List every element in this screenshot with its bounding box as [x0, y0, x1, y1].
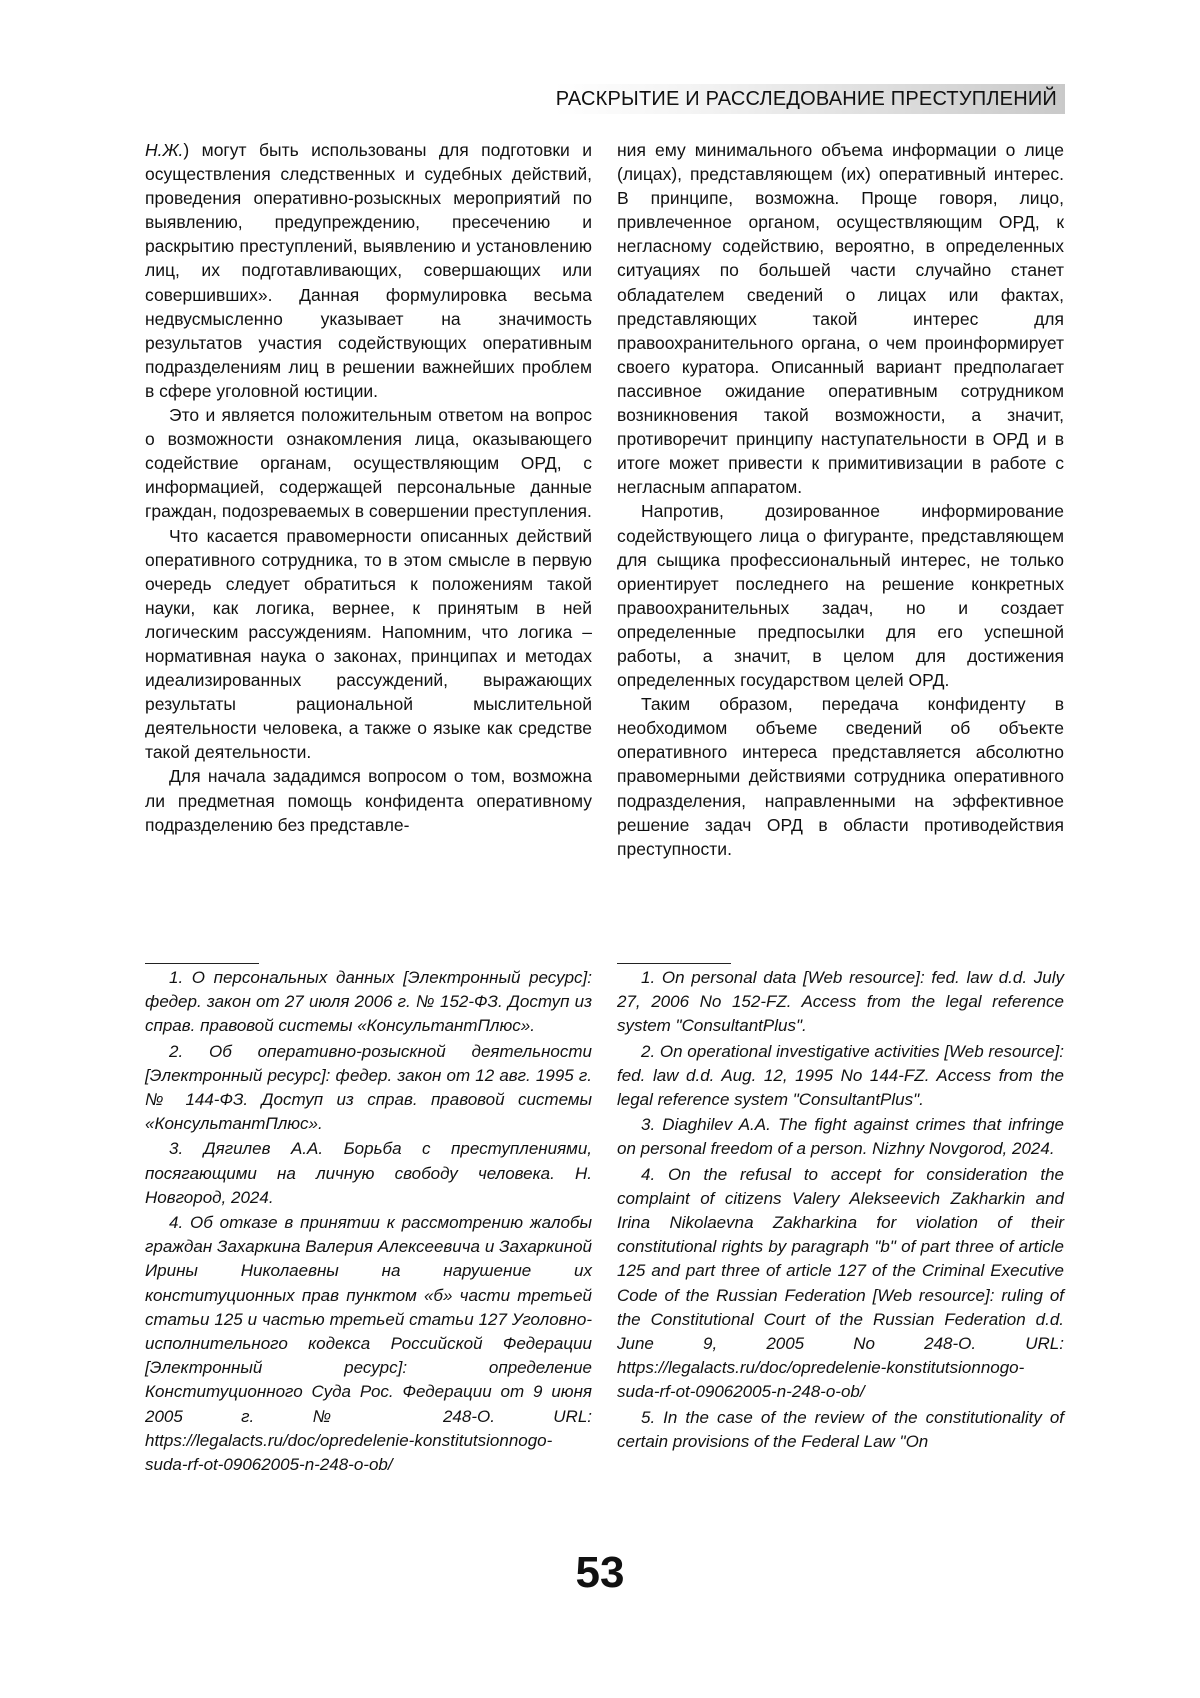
page-number: 53	[575, 1548, 625, 1597]
paragraph: Это и является положительным ответом на вопрос о возможности ознакомления лица, оказывающего содействие органам, осуществляющим ОРД, с информацией, содержащей персональные данные граждан, подозреваемых в совершении преступления.	[145, 405, 592, 522]
footnotes-english	[617, 966, 1064, 1455]
footnotes-russian	[145, 966, 592, 1478]
running-header	[555, 84, 1065, 114]
body-column-right	[617, 138, 1064, 861]
footnote-3: 3. Diaghilev A.A. The fight against crimes that infringe on personal freedom of a person. Nizhny Novgorod, 2024.	[617, 1115, 1064, 1159]
footnote-3: 3. Дягилев А.А. Борьба с преступлениями, посягающими на личную свободу человека. Н. Новгород, 2024.	[145, 1139, 592, 1207]
paragraph: Таким образом, передача конфиденту в необходимом объеме сведений об объекте оперативного интереса представляется абсолютно правомерными действиями сотрудника оперативного подразделения, направленными на эффективное решение задач ОРД в области противодействия преступности.	[617, 694, 1064, 859]
author-abbrev: Н.Ж.	[145, 140, 184, 160]
paragraph-text: ) могут быть использованы для подготовки и осуществления следственных и судебных действий, проведения оперативно-розыскных мероприятий по выявлению, предупреждению, пресечению и раскрытию преступлений, выявлению и установлению лиц, их подготавливающих, совершающих или совершивших». Данная формулировка весьма недвусмысленно указывает на значимость результатов участия содействующих оперативным подразделениям лиц в решении важнейших проблем в сфере уголовной юстиции.	[145, 140, 592, 401]
paragraph: Напротив, дозированное информирование содействующего лица о фигуранте, представляющем для сыщика профессиональный интерес, не только ориентирует последнего на решение конкретных правоохранительных задач, но и создает определенные предпосылки для его успешной работы, а значит, в целом для достижения определенных государством целей ОРД.	[617, 501, 1064, 691]
section-title: РАСКРЫТИЕ И РАССЛЕДОВАНИЕ ПРЕСТУПЛЕНИЙ	[555, 88, 1057, 110]
footnote-divider	[145, 963, 259, 964]
footnote-5: 5. In the case of the review of the constitutionality of certain provisions of the Federal Law "On	[617, 1407, 1064, 1451]
paragraph: ния ему минимального объема информации о лице (лицах), представляющем (их) оперативный интерес. В принципе, возможна. Проще говоря, лицо, привлеченное органом, осуществляющим ОРД, к негласному содействию, вероятно, в определенных ситуациях по большей части случайно станет обладателем сведений о лицах или фактах, представляющих такой интерес для правоохранительного органа, о чем проинформирует своего куратора. Описанный вариант предполагает пассивное ожидание оперативным сотрудником возникновения такой возможности, а значит, противоречит принципу наступательности в ОРД и в итоге может привести к примитивизации в работе с негласным аппаратом.	[617, 140, 1064, 498]
footnote-2: 2. On operational investigative activities [Web resource]: fed. law d.d. Aug. 12, 1995 No 144-FZ. Access from the legal reference system "ConsultantPlus".	[617, 1041, 1065, 1110]
paragraph	[145, 138, 592, 403]
footnote-1: 1. О персональных данных [Электронный ресурс]: федер. закон от 27 июля 2006 г. № 152-ФЗ. Доступ из справ. правовой системы «КонсультантПлюс».	[145, 968, 592, 1036]
footnote-divider	[617, 963, 731, 964]
footnote-1: 1. On personal data [Web resource]: fed. law d.d. July 27, 2006 No 152-FZ. Access from the legal reference system "ConsultantPlus".	[617, 968, 1064, 1036]
body-column-left	[145, 138, 592, 837]
footnote-2: 2. Об оперативно-розыскной деятельности [Электронный ресурс]: федер. закон от 12 авг. 1995 г. № 144-ФЗ. Доступ из справ. правовой системы «КонсультантПлюс».	[145, 1041, 592, 1134]
paragraph: Для начала зададимся вопросом о том, возможна ли предметная помощь конфидента оперативному подразделению без представле-	[145, 766, 592, 835]
footnote-4: 4. Об отказе в принятии к рассмотрению жалобы граждан Захаркина Валерия Алексеевича и Захаркиной Ирины Николаевны на нарушение их конституционных прав пунктом «б» части третьей статьи 125 и частью третьей статьи 127 Уголовно-исполнительного кодекса Российской Федерации [Электронный ресурс]: определение Конституционного Суда Рос. Федерации от 9 июня 2005 г. № 248-О. URL: https://legalacts.ru/doc/opredelenie-konstitutsionnogo-suda-rf-ot-09062005-n-248-o-ob/	[145, 1213, 592, 1475]
paragraph: Что касается правомерности описанных действий оперативного сотрудника, то в этом смысле в первую очередь следует обратиться к положениям такой науки, как логика, вернее, к принятым в ней логическим рассуждениям. Напомним, что логика – нормативная наука о законах, принципах и методах идеализированных рассуждений, выражающих результаты рациональной мыслительной деятельности человека, а также о языке как средстве такой деятельности.	[145, 525, 592, 763]
footnote-4: 4. On the refusal to accept for consideration the complaint of citizens Valery Alekseevich Zakharkin and Irina Nikolaevna Zakharkina for violation of their constitutional rights by paragraph "b" of part three of article 125 and part three of article 127 of the Criminal Executive Code of the Russian Federation [Web resource]: ruling of the Constitutional Court of the Russian Federation d.d. June 9, 2005 No 248-O. URL: https://legalacts.ru/doc/opredelenie-konstitutsionnogo-suda-rf-ot-09062005-n-248-o-ob/	[617, 1164, 1064, 1402]
